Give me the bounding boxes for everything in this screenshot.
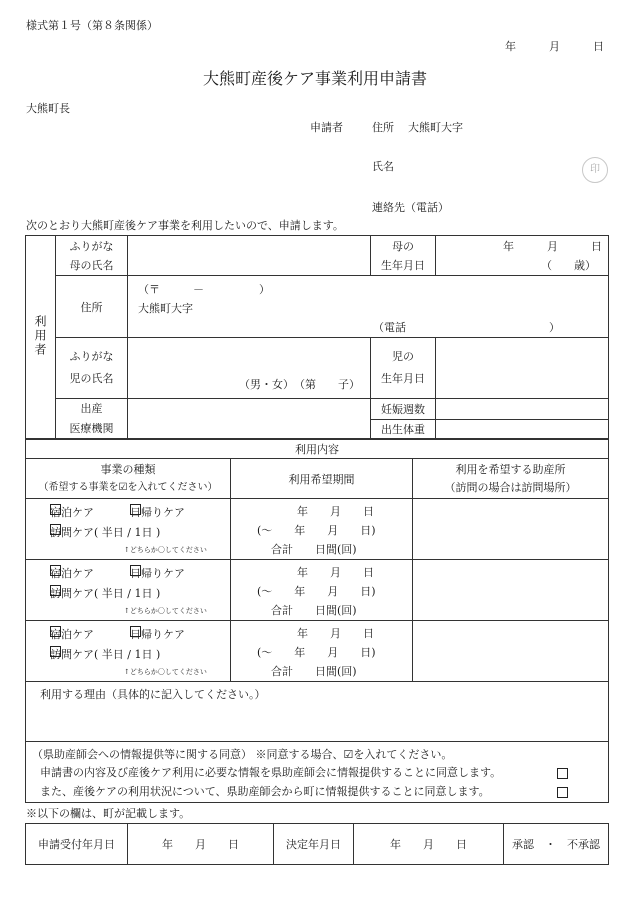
usage-table xyxy=(25,438,609,803)
received-date-label: 申請受付年月日 xyxy=(26,824,128,865)
page-title: 大熊町産後ケア事業利用申請書 xyxy=(202,69,427,88)
consent-item-2: また、産後ケアの利用状況について、県助産師会から町に情報提供することに同意します。 xyxy=(40,785,490,798)
applicant-contact-label[interactable]: 連絡先（電話） xyxy=(372,201,449,214)
col-period-header: 利用希望期間 xyxy=(231,459,413,499)
child-sex-order: （男・女） （第 子） xyxy=(239,378,360,391)
visit-hint: ↑どちらか〇してください xyxy=(124,607,207,615)
child-birth-label: 児の 生年月日 xyxy=(371,338,436,399)
user-side-label-cell xyxy=(26,236,56,440)
checkbox-consent-1[interactable] xyxy=(557,768,568,779)
mother-age: （ 歳） xyxy=(541,258,596,272)
stay-care-label: 宿泊ケア xyxy=(50,506,94,519)
mother-birth-field[interactable] xyxy=(436,236,609,276)
birth-facility-field[interactable] xyxy=(128,399,371,440)
gestation-label: 妊娠週数 xyxy=(371,399,436,420)
seal-mark: 印 xyxy=(582,157,608,183)
usage-section-title: 利用内容 xyxy=(26,439,609,459)
postal-code: （〒 － ） xyxy=(138,283,270,296)
child-birth-field[interactable] xyxy=(436,338,609,399)
applicant-address-field[interactable]: 大熊町大字 xyxy=(408,121,463,134)
usage-facility-cell[interactable] xyxy=(413,560,609,621)
consent-cell xyxy=(26,742,609,803)
applicant-address-label: 住所 xyxy=(372,121,394,134)
birth-facility-label: 出産 医療機関 xyxy=(56,399,128,440)
usage-row xyxy=(26,560,609,621)
stay-care-label: 宿泊ケア xyxy=(50,628,94,641)
visit-hint: ↑どちらか〇してください xyxy=(124,546,207,554)
usage-row xyxy=(26,499,609,560)
usage-facility-cell[interactable] xyxy=(413,499,609,560)
visit-hint: ↑どちらか〇してください xyxy=(124,668,207,676)
col-facility-header xyxy=(413,459,609,499)
usage-period-cell[interactable] xyxy=(231,560,413,621)
applicant-label: 申請者 xyxy=(310,121,343,134)
day-care-label: 日帰りケア xyxy=(130,506,185,519)
address-label: 住所 xyxy=(56,276,128,338)
period-start: 年 月 日 xyxy=(297,627,374,640)
approval-result-field[interactable]: 承認 ・ 不承認 xyxy=(504,824,609,865)
applicant-name-label: 氏名 xyxy=(372,160,394,173)
period-end: (～ 年 月 日) xyxy=(257,646,376,659)
submission-date[interactable]: 年 月 日 xyxy=(505,40,604,53)
usage-type-cell xyxy=(26,621,231,682)
consent-item-1: 申請書の内容及び産後ケア利用に必要な情報を県助産師会に情報提供することに同意します。 xyxy=(40,766,502,779)
phone-line: （電話 ） xyxy=(373,321,560,334)
usage-facility-cell[interactable] xyxy=(413,621,609,682)
reason-field[interactable] xyxy=(26,682,609,742)
visit-care-label: 訪問ケア( 半日 / 1日 ) xyxy=(50,526,161,539)
period-start: 年 月 日 xyxy=(297,566,374,579)
col-facility-note: （訪問の場合は訪問場所） xyxy=(444,480,577,494)
col-type-note: （希望する事業を☑を入れてください） xyxy=(38,481,218,493)
mother-name-field[interactable] xyxy=(128,236,371,276)
intro-text: 次のとおり大熊町産後ケア事業を利用したいので、申請します。 xyxy=(26,219,344,232)
period-total: 合計 日間(回) xyxy=(271,604,357,617)
col-facility-label: 利用を希望する助産所 xyxy=(455,462,566,476)
mother-name-label: ふりがな 母の氏名 xyxy=(56,236,128,276)
mother-birth-date: 年 月 日 xyxy=(503,239,602,253)
decision-date-label: 決定年月日 xyxy=(274,824,354,865)
period-start: 年 月 日 xyxy=(297,505,374,518)
usage-period-cell[interactable] xyxy=(231,499,413,560)
stay-care-label: 宿泊ケア xyxy=(50,567,94,580)
gestation-field[interactable] xyxy=(436,399,609,420)
period-end: (～ 年 月 日) xyxy=(257,585,376,598)
user-side-label: 利用者 xyxy=(33,315,47,357)
day-care-label: 日帰りケア xyxy=(130,628,185,641)
usage-type-cell xyxy=(26,499,231,560)
period-total: 合計 日間(回) xyxy=(271,665,357,678)
period-end: (～ 年 月 日) xyxy=(257,524,376,537)
address-value: 大熊町大字 xyxy=(138,302,193,315)
usage-row xyxy=(26,621,609,682)
mother-birth-label: 母の 生年月日 xyxy=(371,236,436,276)
usage-type-cell xyxy=(26,560,231,621)
consent-title: （県助産師会への情報提供等に関する同意） ※同意する場合、☑を入れてください。 xyxy=(32,748,453,761)
checkbox-consent-2[interactable] xyxy=(557,787,568,798)
birth-weight-label: 出生体重 xyxy=(371,419,436,440)
decision-date-field[interactable]: 年 月 日 xyxy=(354,824,504,865)
birth-weight-field[interactable] xyxy=(436,419,609,440)
address-field[interactable] xyxy=(128,276,609,338)
col-type-label: 事業の種類 xyxy=(100,462,156,476)
child-name-label: ふりがな 児の氏名 xyxy=(56,338,128,399)
col-type-header xyxy=(26,459,231,499)
office-note: ※以下の欄は、町が記載します。 xyxy=(26,807,191,820)
received-date-field[interactable]: 年 月 日 xyxy=(128,824,274,865)
child-name-field[interactable] xyxy=(128,338,371,399)
reason-label: 利用する理由（具体的に記入してください。） xyxy=(40,688,266,701)
period-total: 合計 日間(回) xyxy=(271,543,357,556)
usage-period-cell[interactable] xyxy=(231,621,413,682)
user-info-table xyxy=(25,235,609,440)
day-care-label: 日帰りケア xyxy=(130,567,185,580)
form-number: 様式第１号（第８条関係） xyxy=(26,19,158,32)
visit-care-label: 訪問ケア( 半日 / 1日 ) xyxy=(50,648,161,661)
office-table xyxy=(25,823,609,865)
visit-care-label: 訪問ケア( 半日 / 1日 ) xyxy=(50,587,161,600)
addressee: 大熊町長 xyxy=(26,102,70,115)
